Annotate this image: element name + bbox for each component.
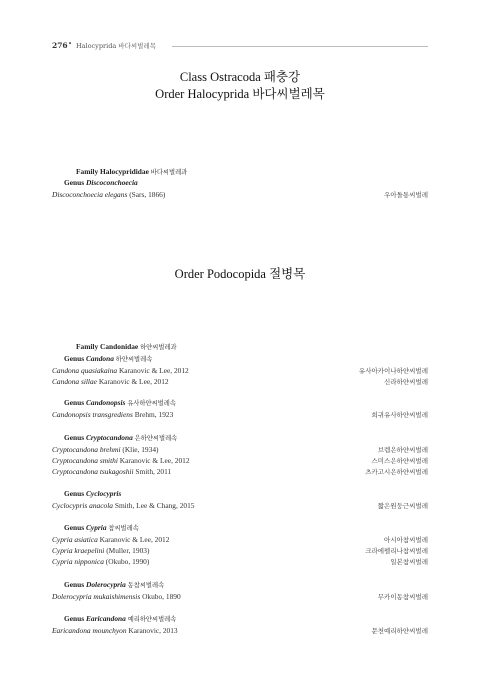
species-row: Candona quasiakaina Karanovic & Lee, 2012 유사아카이나하얀씨벌레 (52, 366, 428, 375)
species-row: Earicandona mounchyon Karanovic, 2013 문천예리하얀씨벌레 (52, 626, 428, 635)
running-header (52, 41, 428, 53)
species-row: Dolerocypria mukaishimensis Okubo, 1890 무카이동참씨벌레 (52, 592, 428, 601)
genus-heading: Genus Cypria 참씨벌레속 (64, 523, 139, 532)
genus-heading: Genus Candona 하얀씨벌레속 (64, 354, 153, 363)
species-row: Cryptocandona tsukagoshii Smith, 2011 츠카고시은하얀씨벌레 (52, 467, 428, 476)
genus-heading: Genus Cryptocandona 은하얀씨벌레속 (64, 433, 178, 442)
genus-heading: Genus Cyclocypris (64, 489, 122, 498)
species-row: Cryptocandona smithi Karanovic & Lee, 2012 스미스은하얀씨벌레 (52, 456, 428, 465)
genus-heading: Genus Discoconchoecia (64, 178, 138, 187)
family-heading: Family Candonidae 하얀씨벌레과 (76, 342, 177, 351)
family-heading: Family Halocyprididae 바다씨벌레과 (76, 167, 188, 176)
species-row: Candona sillae Karanovic & Lee, 2012 신라하얀씨벌레 (52, 377, 428, 386)
species-row: Discoconchoecia elegans (Sars, 1866) 우아돌통씨벌레 (52, 190, 428, 199)
species-row: Candonopsis transgrediens Brehm, 1923 희귀유사하얀씨벌레 (52, 410, 428, 419)
genus-heading: Genus Earicandona 예리하얀씨벌레속 (64, 614, 177, 623)
order-title-podocopida: Order Podocopida 절병목 (174, 267, 306, 281)
species-row: Cypria nipponica (Okubo, 1990) 일본참씨벌레 (52, 557, 428, 566)
species-row: Cryptocandona brehmi (Klie, 1934) 브렘은하얀씨벌레 (52, 445, 428, 454)
species-row: Cyclocypris anacola Smith, Lee & Chang, 2015 짧은원둥근씨벌레 (52, 501, 428, 510)
genus-heading: Genus Candonopsis 유사하얀씨벌레속 (64, 398, 176, 407)
species-row: Cypria kraepelini (Muller, 1903) 크라에펠리나참씨벌레 (52, 546, 428, 555)
header-rule (172, 46, 428, 47)
order-title-halocyprida: Order Halocyprida 바다씨벌레목 (155, 87, 325, 101)
species-row: Cypria asiatica Karanovic & Lee, 2012 아시아참씨벌레 (52, 535, 428, 544)
class-title: Class Ostracoda 패충강 (179, 70, 301, 84)
header-bullet: • (68, 40, 73, 48)
page-number: 276 (52, 41, 68, 50)
genus-heading: Genus Dolerocypria 동참씨벌레속 (64, 580, 165, 589)
running-title: Halocyprida 바다씨벌레목 (76, 42, 156, 50)
